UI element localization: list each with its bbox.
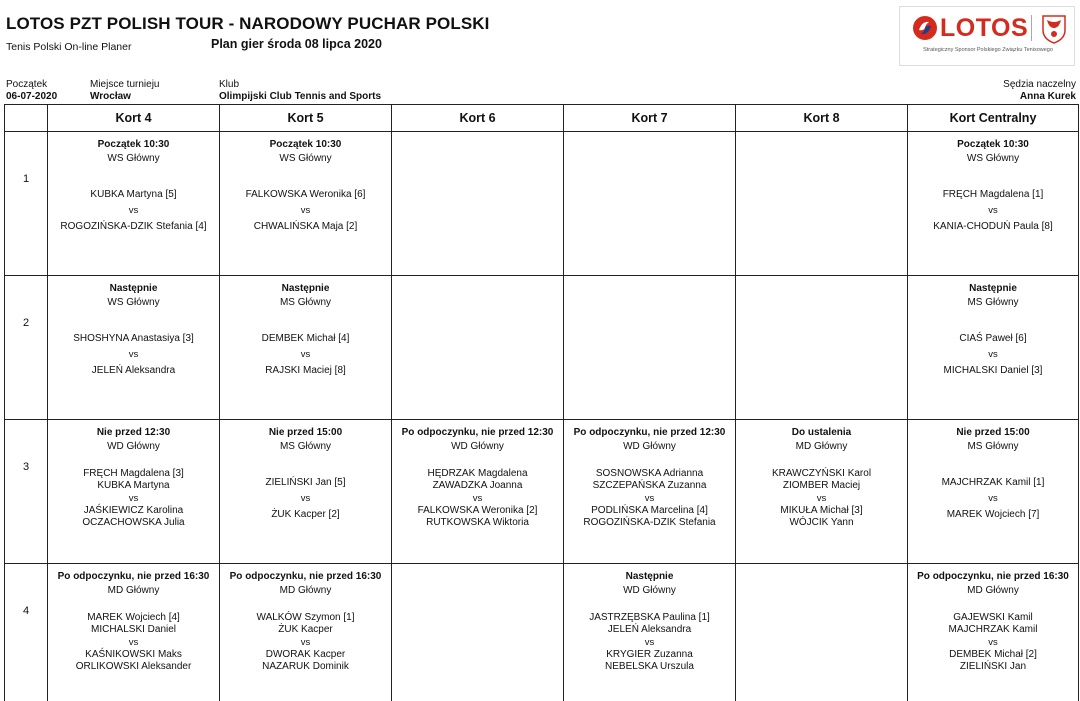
versus-label: vs xyxy=(472,493,483,504)
match-event: MD Główny xyxy=(967,585,1019,596)
match-time: Następnie xyxy=(109,283,158,294)
empty-slot xyxy=(392,564,564,701)
player-name: WALKÓW Szymon [1] xyxy=(256,612,355,623)
match-slot xyxy=(48,564,220,701)
player-name: FRĘCH Magdalena [3] xyxy=(83,468,184,479)
versus-label: vs xyxy=(300,349,311,360)
team-two xyxy=(220,364,391,378)
versus-label: vs xyxy=(644,493,655,504)
player-name: KUBKA Martyna xyxy=(97,480,170,491)
match-time: Następnie xyxy=(625,571,674,582)
sponsor-logo xyxy=(899,6,1075,66)
versus-label: vs xyxy=(128,493,139,504)
row-number: 3 xyxy=(5,420,48,564)
place-value: Wrocław xyxy=(90,91,131,102)
empty-slot xyxy=(392,276,564,420)
player-name: NAZARUK Dominik xyxy=(262,661,349,672)
versus-label: vs xyxy=(988,205,998,216)
player-name: MAREK Wojciech [7] xyxy=(946,509,1040,520)
team-two xyxy=(48,649,219,673)
player-name: CHWALIŃSKA Maja [2] xyxy=(253,221,358,232)
team-one xyxy=(220,612,391,636)
referee-label: Sędzia naczelny xyxy=(1003,79,1076,90)
match-slot xyxy=(48,420,220,564)
team-one xyxy=(908,332,1078,346)
player-name: RAJSKI Maciej [8] xyxy=(265,365,346,376)
match-slot xyxy=(736,420,908,564)
match-event: WS Główny xyxy=(107,153,160,164)
match-time: Początek 10:30 xyxy=(269,139,342,150)
court-header-row xyxy=(5,105,1079,132)
player-name: FRĘCH Magdalena [1] xyxy=(942,189,1044,200)
team-one xyxy=(564,468,735,492)
match-time: Nie przed 15:00 xyxy=(956,427,1030,438)
player-name: JAŚKIEWICZ Karolina xyxy=(83,505,184,516)
team-one xyxy=(908,612,1078,636)
player-name: ŻUK Kacper [2] xyxy=(271,509,340,520)
team-one xyxy=(220,476,391,490)
empty-slot xyxy=(736,132,908,276)
team-two xyxy=(564,649,735,673)
start-label: Początek xyxy=(6,79,48,90)
player-name: MICHALSKI Daniel xyxy=(90,624,177,635)
match-time: Następnie xyxy=(969,283,1017,294)
team-two xyxy=(736,505,907,529)
schedule-row xyxy=(5,420,1079,564)
player-name: MIKUŁA Michał [3] xyxy=(780,505,863,516)
player-name: FALKOWSKA Weronika [6] xyxy=(245,189,366,200)
match-slot xyxy=(564,564,736,701)
match-slot xyxy=(220,564,392,701)
team-two xyxy=(48,220,219,234)
team-two xyxy=(220,508,391,522)
court-header: Kort 5 xyxy=(220,105,392,132)
schedule-row xyxy=(5,132,1079,276)
referee-value: Anna Kurek xyxy=(1019,91,1076,102)
team-two xyxy=(908,364,1078,378)
match-slot xyxy=(392,420,564,564)
versus-label: vs xyxy=(988,349,998,360)
player-name: KUBKA Martyna [5] xyxy=(90,189,177,200)
court-header: Kort 7 xyxy=(564,105,736,132)
match-event: WD Główny xyxy=(623,441,676,452)
match-slot xyxy=(908,564,1079,701)
match-slot xyxy=(220,420,392,564)
match-event: MS Główny xyxy=(967,297,1019,308)
team-one xyxy=(736,468,907,492)
team-two xyxy=(908,220,1078,234)
match-time: Nie przed 12:30 xyxy=(96,427,171,438)
match-event: WD Główny xyxy=(107,441,160,452)
team-one xyxy=(564,612,735,636)
club-label: Klub xyxy=(219,79,240,90)
empty-slot xyxy=(736,564,908,701)
schedule-row xyxy=(5,276,1079,420)
match-slot xyxy=(908,132,1079,276)
match-time: Po odpoczynku, nie przed 12:30 xyxy=(573,427,726,438)
match-slot xyxy=(220,132,392,276)
team-two xyxy=(220,649,391,673)
team-one xyxy=(220,188,391,202)
court-header: Kort 4 xyxy=(48,105,220,132)
match-time: Początek 10:30 xyxy=(957,139,1029,150)
versus-label: vs xyxy=(128,637,139,648)
player-name: NEBELSKA Urszula xyxy=(605,661,694,672)
club-value: Olimpijski Club Tennis and Sports xyxy=(219,91,382,102)
team-two xyxy=(564,505,735,529)
empty-slot xyxy=(564,132,736,276)
player-name: RUTKOWSKA Wiktoria xyxy=(426,517,529,528)
match-event: WD Główny xyxy=(451,441,504,452)
player-name: DEMBEK Michał [4] xyxy=(261,333,350,344)
versus-label: vs xyxy=(988,493,998,504)
player-name: WÓJCIK Yann xyxy=(789,517,854,528)
match-time: Początek 10:30 xyxy=(97,139,170,150)
versus-label: vs xyxy=(128,349,139,360)
player-name: MAJCHRZAK Kamil xyxy=(948,624,1038,635)
team-one xyxy=(908,188,1078,202)
versus-label: vs xyxy=(300,637,311,648)
page-subtitle: Tenis Polski On-line Planer xyxy=(6,41,132,53)
player-name: KRAWCZYŃSKI Karol xyxy=(771,468,872,479)
match-event: WS Główny xyxy=(279,153,332,164)
player-name: KAŚNIKOWSKI Maks xyxy=(85,649,182,660)
logo-divider xyxy=(1031,15,1032,41)
row-number: 4 xyxy=(5,564,48,701)
match-event: MD Główny xyxy=(795,441,848,452)
player-name: MAREK Wojciech [4] xyxy=(87,612,180,623)
lotos-wordmark: LOTOS xyxy=(940,14,1029,42)
schedule-date: Plan gier środa 08 lipca 2020 xyxy=(211,37,382,51)
order-of-play-table xyxy=(4,104,1079,701)
team-two xyxy=(392,505,563,529)
match-time: Po odpoczynku, nie przed 16:30 xyxy=(229,571,382,582)
match-event: MD Główny xyxy=(279,585,332,596)
match-event: WD Główny xyxy=(623,585,676,596)
player-name: DEMBEK Michał [2] xyxy=(949,649,1037,660)
team-one xyxy=(392,468,563,492)
court-header: Kort 6 xyxy=(392,105,564,132)
player-name: ZAWADZKA Joanna xyxy=(432,480,523,491)
player-name: KRYGIER Zuzanna xyxy=(606,649,693,660)
match-event: MS Główny xyxy=(279,297,332,308)
court-header: Kort Centralny xyxy=(908,105,1079,132)
versus-label: vs xyxy=(988,637,998,648)
match-time: Następnie xyxy=(281,283,330,294)
versus-label: vs xyxy=(816,493,827,504)
team-one xyxy=(908,476,1078,490)
match-slot xyxy=(908,276,1079,420)
player-name: JELEŃ Aleksandra xyxy=(607,624,692,635)
player-name: DWORAK Kacper xyxy=(265,649,346,660)
logo-tagline: Strategiczny Sponsor Polskiego Związku Tenisowego xyxy=(923,47,1053,53)
team-two xyxy=(908,649,1078,673)
player-name: MICHALSKI Daniel [3] xyxy=(943,365,1043,376)
team-two xyxy=(220,220,391,234)
match-time: Po odpoczynku, nie przed 12:30 xyxy=(401,427,554,438)
team-one xyxy=(220,332,391,346)
row-number: 1 xyxy=(5,132,48,276)
match-event: MD Główny xyxy=(107,585,160,596)
versus-label: vs xyxy=(300,493,311,504)
empty-slot xyxy=(736,276,908,420)
empty-slot xyxy=(392,132,564,276)
lotos-drop-icon xyxy=(912,15,938,41)
match-slot xyxy=(564,420,736,564)
player-name: FALKOWSKA Weronika [2] xyxy=(417,505,538,516)
row-number-header xyxy=(5,105,48,132)
team-two xyxy=(908,508,1078,522)
player-name: OCZACHOWSKA Julia xyxy=(82,517,185,528)
player-name: HĘDRZAK Magdalena xyxy=(427,468,528,479)
match-time: Do ustalenia xyxy=(791,427,852,438)
match-time: Po odpoczynku, nie przed 16:30 xyxy=(57,571,210,582)
player-name: ZIELIŃSKI Jan [5] xyxy=(265,477,346,488)
match-event: MS Główny xyxy=(279,441,332,452)
team-one xyxy=(48,468,219,492)
player-name: MAJCHRZAK Kamil [1] xyxy=(941,477,1045,488)
player-name: ORLIKOWSKI Aleksander xyxy=(75,661,192,672)
player-name: ZIELIŃSKI Jan xyxy=(959,661,1027,672)
match-event: MS Główny xyxy=(967,441,1019,452)
schedule-row xyxy=(5,564,1079,701)
player-name: GAJEWSKI Kamil xyxy=(953,612,1033,623)
player-name: ZIOMBER Maciej xyxy=(782,480,861,491)
match-slot xyxy=(48,132,220,276)
match-slot xyxy=(908,420,1079,564)
player-name: CIAŚ Paweł [6] xyxy=(959,333,1027,344)
team-two xyxy=(48,364,219,378)
versus-label: vs xyxy=(644,637,655,648)
player-name: SOSNOWSKA Adrianna xyxy=(595,468,704,479)
start-value: 06-07-2020 xyxy=(6,91,58,102)
team-one xyxy=(48,188,219,202)
match-event: WS Główny xyxy=(107,297,160,308)
match-slot xyxy=(48,276,220,420)
place-label: Miejsce turnieju xyxy=(90,79,160,90)
player-name: ROGOZIŃSKA-DZIK Stefania [4] xyxy=(60,221,207,232)
match-event: WS Główny xyxy=(966,153,1020,164)
player-name: PODLIŃSKA Marcelina [4] xyxy=(591,505,708,516)
match-time: Nie przed 15:00 xyxy=(268,427,343,438)
team-one xyxy=(48,332,219,346)
player-name: ROGOZIŃSKA-DZIK Stefania xyxy=(583,517,716,528)
pzt-emblem-icon xyxy=(1041,14,1067,44)
page-title: LOTOS PZT POLISH TOUR - NARODOWY PUCHAR POLSKI xyxy=(6,14,490,33)
versus-label: vs xyxy=(300,205,311,216)
empty-slot xyxy=(564,276,736,420)
team-one xyxy=(48,612,219,636)
versus-label: vs xyxy=(128,205,139,216)
team-two xyxy=(48,505,219,529)
player-name: JASTRZĘBSKA Paulina [1] xyxy=(589,612,710,623)
player-name: SHOSHYNA Anastasiya [3] xyxy=(73,333,194,344)
player-name: ŻUK Kacper xyxy=(278,624,333,635)
player-name: KANIA-CHODUŃ Paula [8] xyxy=(933,221,1053,232)
player-name: JELEŃ Aleksandra xyxy=(91,365,176,376)
match-slot xyxy=(220,276,392,420)
court-header: Kort 8 xyxy=(736,105,908,132)
row-number: 2 xyxy=(5,276,48,420)
match-time: Po odpoczynku, nie przed 16:30 xyxy=(917,571,1069,582)
player-name: SZCZEPAŃSKA Zuzanna xyxy=(592,480,707,491)
